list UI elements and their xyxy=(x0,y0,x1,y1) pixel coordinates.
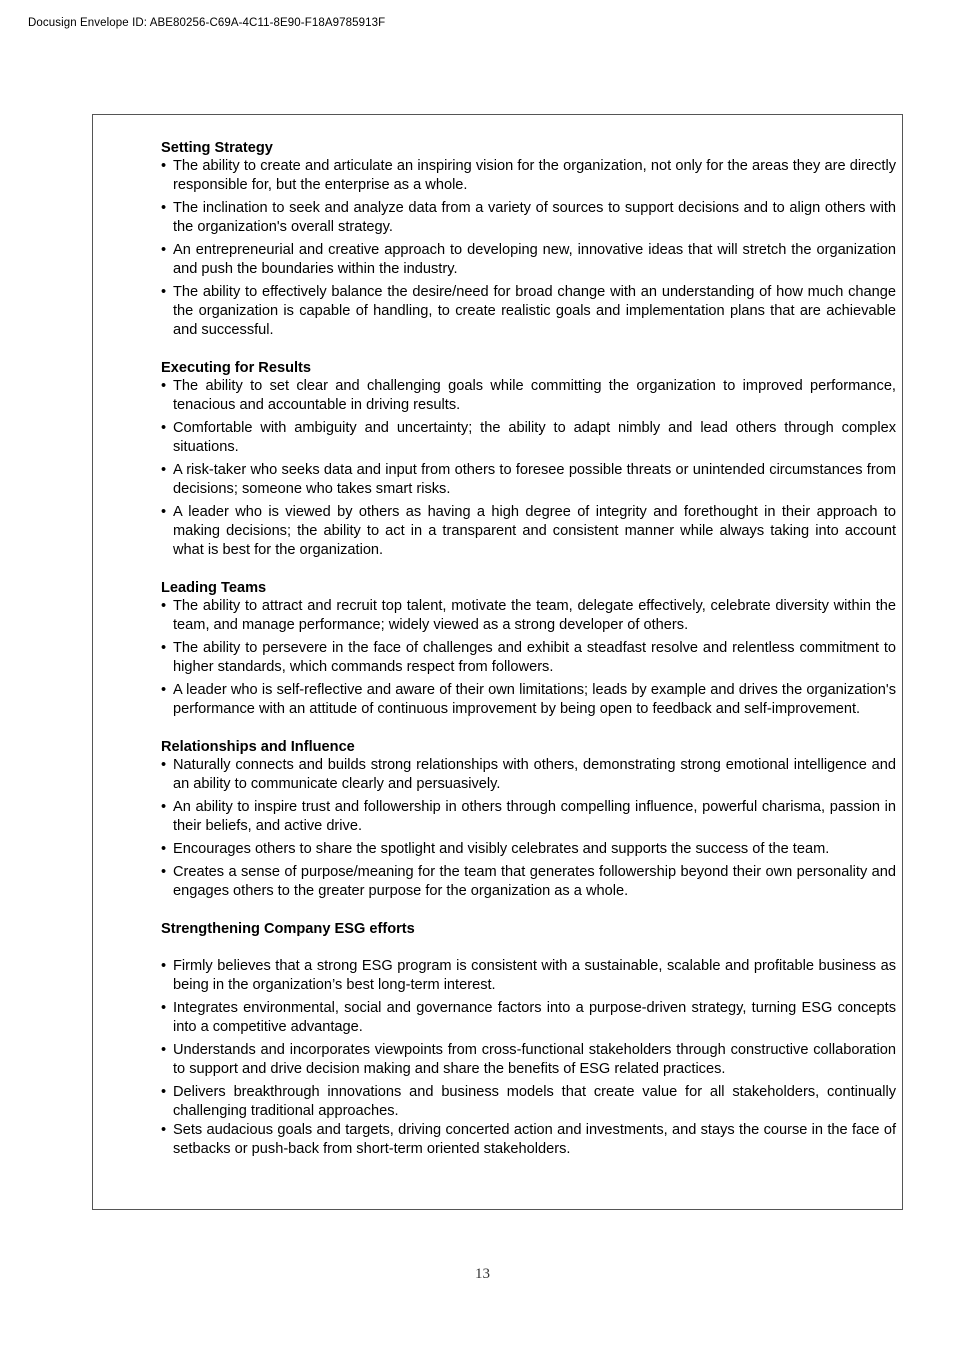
bullet-icon: • xyxy=(161,284,167,300)
list-item-text: Encourages others to share the spotlight and visibly celebrates and supports the success of the team. xyxy=(173,841,830,857)
list-item xyxy=(161,461,896,499)
list-item xyxy=(161,798,896,836)
bullet-icon: • xyxy=(161,1000,167,1016)
list-item xyxy=(161,377,896,415)
list-item xyxy=(161,241,896,279)
bullet-icon: • xyxy=(161,200,167,216)
bullet-list xyxy=(161,756,896,901)
list-item-text: The ability to create and articulate an inspiring vision for the organization, not only for the areas they are directly responsible for, but the enterprise as a whole. xyxy=(173,158,896,193)
section-executing-for-results xyxy=(161,359,896,560)
bullet-list xyxy=(161,157,896,340)
bullet-icon: • xyxy=(161,799,167,815)
section-leading-teams xyxy=(161,579,896,719)
bullet-list xyxy=(161,597,896,719)
list-item-text: The ability to attract and recruit top talent, motivate the team, delegate effectively, celebrate diversity within the team, and manage performance; widely viewed as a strong developer of others. xyxy=(173,598,896,633)
envelope-id: Docusign Envelope ID: ABE80256-C69A-4C11-8E90-F18A9785913F xyxy=(28,17,386,29)
list-item xyxy=(161,957,896,995)
bullet-icon: • xyxy=(161,1084,167,1100)
list-item-text: The inclination to seek and analyze data from a variety of sources to support decisions and to align others with the organization's overall strategy. xyxy=(173,200,896,235)
list-item xyxy=(161,999,896,1037)
bullet-icon: • xyxy=(161,757,167,773)
list-item-text: The ability to set clear and challenging goals while committing the organization to improved performance, tenacious and accountable in driving results. xyxy=(173,378,896,413)
list-item-text: Comfortable with ambiguity and uncertainty; the ability to adapt nimbly and lead others through complex situations. xyxy=(173,420,896,455)
bullet-icon: • xyxy=(161,640,167,656)
list-item xyxy=(161,1121,896,1159)
section-heading: Setting Strategy xyxy=(161,140,273,156)
section-relationships-and-influence xyxy=(161,738,896,901)
list-item-text: A leader who is self-reflective and aware of their own limitations; leads by example and drives the organization's performance with an attitude of continuous improvement by being open to feedback and self-improvement. xyxy=(173,682,896,717)
list-item xyxy=(161,157,896,195)
section-heading: Executing for Results xyxy=(161,360,312,376)
bullet-icon: • xyxy=(161,958,167,974)
list-item xyxy=(161,863,896,901)
bullet-icon: • xyxy=(161,841,167,857)
list-item-text: A leader who is viewed by others as having a high degree of integrity and forethought in their approach to making decisions; the ability to act in a transparent and consistent manner while always taking into account what is best for the organization. xyxy=(173,504,896,558)
document-body xyxy=(161,139,896,1159)
list-item xyxy=(161,199,896,237)
list-item xyxy=(161,1083,896,1121)
list-item xyxy=(161,840,896,859)
section-strengthening-esg xyxy=(161,920,896,1159)
bullet-icon: • xyxy=(161,1122,167,1138)
bullet-icon: • xyxy=(161,598,167,614)
list-item-text: Delivers breakthrough innovations and business models that create value for all stakeholders, continually challenging traditional approaches. xyxy=(173,1084,896,1119)
list-item xyxy=(161,756,896,794)
list-item-text: Understands and incorporates viewpoints from cross-functional stakeholders through constructive collaboration to support and drive decision making and share the benefits of ESG related practices. xyxy=(173,1042,896,1077)
bullet-icon: • xyxy=(161,378,167,394)
bullet-icon: • xyxy=(161,864,167,880)
bullet-list xyxy=(161,377,896,560)
list-item xyxy=(161,639,896,677)
bullet-icon: • xyxy=(161,158,167,174)
list-item-text: An entrepreneurial and creative approach to developing new, innovative ideas that will stretch the organization and push the boundaries within the industry. xyxy=(173,242,896,277)
bullet-icon: • xyxy=(161,242,167,258)
bullet-list xyxy=(161,957,896,1159)
list-item-text: Firmly believes that a strong ESG program is consistent with a sustainable, scalable and profitable business as being in the organization’s best long-term interest. xyxy=(173,958,896,993)
list-item-text: A risk-taker who seeks data and input from others to foresee possible threats or unintended circumstances from decisions; someone who takes smart risks. xyxy=(173,462,896,497)
section-heading: Relationships and Influence xyxy=(161,739,355,755)
bullet-icon: • xyxy=(161,420,167,436)
list-item xyxy=(161,283,896,340)
list-item-text: Creates a sense of purpose/meaning for the team that generates followership beyond their own personality and engages others to the greater purpose for the organization as a whole. xyxy=(173,864,896,899)
list-item xyxy=(161,503,896,560)
list-item-text: Sets audacious goals and targets, driving concerted action and investments, and stays the course in the face of setbacks or push-back from short-term oriented stakeholders. xyxy=(173,1122,896,1157)
list-item xyxy=(161,597,896,635)
section-heading: Leading Teams xyxy=(161,580,267,596)
list-item xyxy=(161,681,896,719)
section-setting-strategy xyxy=(161,139,896,340)
bullet-icon: • xyxy=(161,462,167,478)
list-item xyxy=(161,419,896,457)
bullet-icon: • xyxy=(161,1042,167,1058)
list-item-text: The ability to effectively balance the desire/need for broad change with an understanding of how much change the organization is capable of handling, to create realistic goals and implementation plans that are achievable and successful. xyxy=(173,284,896,338)
list-item-text: An ability to inspire trust and followership in others through compelling influence, powerful charisma, passion in their beliefs, and active drive. xyxy=(173,799,896,834)
list-item xyxy=(161,1041,896,1079)
list-item-text: The ability to persevere in the face of challenges and exhibit a steadfast resolve and relentless commitment to higher standards, which commands respect from followers. xyxy=(173,640,896,675)
bullet-icon: • xyxy=(161,504,167,520)
section-heading: Strengthening Company ESG efforts xyxy=(161,921,415,937)
list-item-text: Naturally connects and builds strong relationships with others, demonstrating strong emotional intelligence and an ability to communicate clearly and persuasively. xyxy=(173,757,896,792)
page-number: 13 xyxy=(475,1266,490,1282)
list-item-text: Integrates environmental, social and governance factors into a purpose-driven strategy, turning ESG concepts into a competitive advantage. xyxy=(173,1000,896,1035)
bullet-icon: • xyxy=(161,682,167,698)
